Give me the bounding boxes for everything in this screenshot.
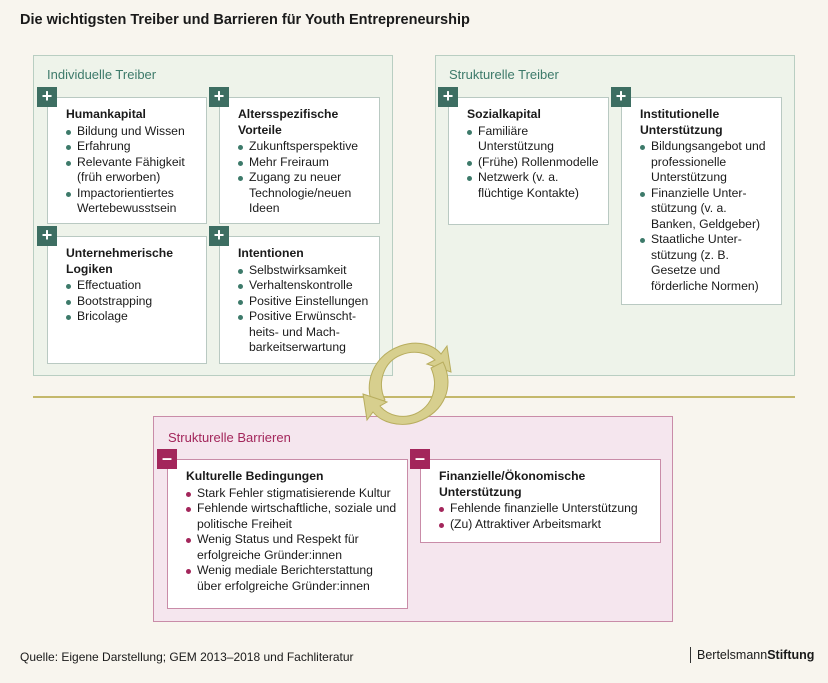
card-list: [186, 486, 399, 595]
list-item: Relevante Fähigkeit (früh erworben): [66, 155, 198, 186]
list-item: Familiäre Unterstützung: [467, 124, 600, 155]
list-item: Wenig Status und Respekt für erfolgreiche Gründer:innen: [186, 532, 399, 563]
list-item: Bildungsangebot und professionelle Unterstützung: [640, 139, 773, 186]
list-item: (Frühe) Rollenmodelle: [467, 155, 600, 171]
list-item: Bootstrapping: [66, 294, 198, 310]
plus-icon: +: [37, 226, 57, 246]
list-item: Bildung und Wissen: [66, 124, 198, 140]
plus-icon: +: [611, 87, 631, 107]
list-item: Selbstwirksamkeit: [238, 263, 371, 279]
circular-arrows-icon: [355, 328, 463, 436]
list-item: Verhaltenskontrolle: [238, 278, 371, 294]
list-item: Fehlende wirtschaftliche, soziale und politische Freiheit: [186, 501, 399, 532]
card-title: Sozialkapital: [467, 107, 541, 121]
logo-text-part2: Stiftung: [767, 648, 815, 662]
source-note: Quelle: Eigene Darstellung; GEM 2013–2018 und Fachliteratur: [20, 650, 354, 664]
card-list: [467, 124, 600, 202]
list-item: Mehr Freiraum: [238, 155, 371, 171]
card-altersspezifische-vorteile: [219, 97, 380, 224]
list-item: Positive Einstellungen: [238, 294, 371, 310]
card-unternehmerische-logiken: [47, 236, 207, 364]
plus-icon: +: [209, 87, 229, 107]
plus-icon: +: [438, 87, 458, 107]
minus-icon: –: [410, 449, 430, 469]
card-list: [66, 124, 198, 217]
card-title: Kulturelle Bedingungen: [186, 469, 324, 483]
card-list: [238, 263, 371, 356]
list-item: (Zu) Attraktiver Arbeitsmarkt: [439, 517, 652, 533]
card-title: Humankapital: [66, 107, 146, 121]
structural-barriers-title: Strukturelle Barrieren: [168, 430, 291, 445]
card-list: [439, 501, 652, 532]
card-title: Intentionen: [238, 246, 304, 260]
plus-icon: +: [209, 226, 229, 246]
list-item: Bricolage: [66, 309, 198, 325]
structural-drivers-title: Strukturelle Treiber: [449, 67, 559, 82]
minus-icon: –: [157, 449, 177, 469]
card-list: [238, 139, 371, 217]
list-item: Zugang zu neuer Technologie/neuen Ideen: [238, 170, 371, 217]
list-item: Zukunftsperspektive: [238, 139, 371, 155]
list-item: Netzwerk (v. a. flüchtige Kontakte): [467, 170, 600, 201]
logo-text-part1: Bertelsmann: [697, 648, 768, 662]
card-list: [66, 278, 198, 325]
card-title: Unternehmerische Logiken: [66, 246, 174, 276]
list-item: Effectuation: [66, 278, 198, 294]
card-institutionelle-unterstuetzung: [621, 97, 782, 305]
card-title: Finanzielle/Ökonomische Unterstützung: [439, 469, 586, 499]
card-title: Institutionelle Unterstützung: [640, 107, 723, 137]
list-item: Erfahrung: [66, 139, 198, 155]
bertelsmann-stiftung-logo: [690, 647, 814, 663]
card-sozialkapital: [448, 97, 609, 225]
list-item: Stark Fehler stigmatisierende Kultur: [186, 486, 399, 502]
list-item: Impactorientiertes Wertebewusstsein: [66, 186, 198, 217]
list-item: Positive Erwünschtheits- und Machbarkeitserwartung: [238, 309, 371, 356]
card-finanzielle-unterstuetzung: [420, 459, 661, 543]
card-humankapital: [47, 97, 207, 224]
card-list: [640, 139, 773, 294]
card-kulturelle-bedingungen: [167, 459, 408, 609]
card-title: Altersspezifische Vorteile: [238, 107, 339, 137]
list-item: Wenig mediale Berichterstattung über erfolgreiche Gründer:innen: [186, 563, 399, 594]
list-item: Finanzielle Unterstützung (v. a. Banken, Geldgeber): [640, 186, 773, 233]
list-item: Staatliche Unterstützung (z. B. Gesetze und förderliche Normen): [640, 232, 773, 294]
plus-icon: +: [37, 87, 57, 107]
individual-drivers-title: Individuelle Treiber: [47, 67, 157, 82]
page-title: Die wichtigsten Treiber und Barrieren für Youth Entrepreneurship: [20, 12, 470, 28]
list-item: Fehlende finanzielle Unterstützung: [439, 501, 652, 517]
